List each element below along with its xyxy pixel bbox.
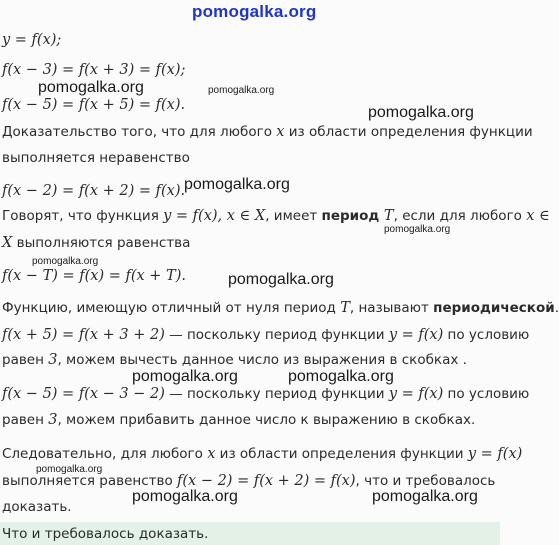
definition-math-X: X	[2, 235, 13, 251]
step-1-math: f(x + 5) = f(x + 3 + 2)	[2, 327, 165, 343]
periodic-text-a: Функцию, имеющую отличный от нуля период	[2, 300, 341, 316]
watermark-8: pomogalka.org	[132, 368, 238, 385]
step-2-text-d: , можем прибавить данное число к выражению в скобках.	[57, 412, 476, 428]
step-1-text-a: — поскольку период функции	[164, 327, 389, 343]
equation-period-5: f(x − 5) = f(x + 5) = f(x).	[2, 97, 186, 113]
definition-math-T: T	[379, 208, 394, 224]
watermark-10: pomogalka.org	[36, 464, 103, 475]
step-1-math-3: 3	[48, 352, 58, 368]
top-watermark: pomogalka.org	[192, 2, 317, 21]
watermark-5: pomogalka.org	[384, 224, 451, 235]
conclusion-text-d: , что и требовалось	[355, 473, 496, 489]
watermark-3: pomogalka.org	[368, 104, 474, 121]
definition-math-a: y = f(x), x ∈ X	[163, 208, 266, 224]
step-1-line-2	[2, 351, 467, 369]
step-2-text-a: — поскольку период функции	[164, 386, 389, 402]
definition-line-1	[2, 207, 550, 225]
conclusion-line-1	[2, 445, 522, 463]
conclusion-math-y: y = f(x)	[467, 446, 523, 462]
definition-math-x-in: x ∈	[526, 208, 550, 224]
definition-text-d: выполняются равенства	[12, 235, 191, 251]
step-1-line-1	[2, 326, 529, 344]
step-2-line-1	[2, 385, 529, 403]
watermark-12: pomogalka.org	[372, 488, 478, 505]
periodic-text-b: , называют	[349, 300, 434, 316]
step-2-text-b: по условию	[443, 386, 530, 402]
step-2-text-c: равен	[2, 412, 49, 428]
watermark-2: pomogalka.org	[208, 85, 275, 96]
periodic-term: периодической	[433, 300, 555, 316]
step-2-math-3: 3	[48, 412, 58, 428]
step-1-text-d: , можем вычесть данное число из выражения в скобках .	[57, 352, 467, 368]
periodic-math-T: T	[340, 300, 350, 316]
qed-text: Что и требовалось доказать.	[2, 526, 209, 542]
step-1-math-y: y = f(x)	[388, 327, 444, 343]
definition-term-period: период	[321, 208, 380, 224]
statement-text-b: из области определения функции	[284, 124, 533, 140]
step-2-math-y: y = f(x)	[388, 386, 444, 402]
watermark-9: pomogalka.org	[288, 368, 394, 385]
step-2-line-2	[2, 411, 475, 429]
statement-text-a: Доказательство того, что для любого	[2, 124, 277, 140]
conclusion-math-eq: f(x − 2) = f(x + 2) = f(x)	[177, 473, 356, 489]
conclusion-text-b: из области определения функции	[215, 446, 468, 462]
step-1-text-b: по условию	[443, 327, 530, 343]
conclusion-math-x: x	[207, 446, 216, 462]
periodic-definition	[2, 299, 559, 317]
equation-period-T: f(x − T) = f(x) = f(x + T).	[2, 268, 186, 284]
statement-line-1	[2, 123, 533, 141]
watermark-4: pomogalka.org	[184, 176, 290, 193]
watermark-11: pomogalka.org	[132, 488, 238, 505]
statement-line-2: выполняется неравенство	[2, 150, 190, 166]
qed-banner	[0, 522, 500, 545]
step-1-text-c: равен	[2, 352, 49, 368]
watermark-7: pomogalka.org	[228, 271, 334, 288]
conclusion-line-3: доказать.	[2, 499, 72, 515]
conclusion-text-c: выполняется равенство	[2, 473, 178, 489]
equation-period-3: f(x − 3) = f(x + 3) = f(x);	[2, 62, 186, 78]
periodic-text-c: .	[554, 300, 559, 316]
step-2-math: f(x − 5) = f(x − 3 − 2)	[2, 386, 165, 402]
definition-text-b: , имеет	[265, 208, 322, 224]
equation-y-fx: y = f(x);	[2, 32, 62, 48]
conclusion-text-a: Следовательно, для любого	[2, 446, 208, 462]
watermark-1: pomogalka.org	[38, 79, 144, 96]
definition-line-2	[2, 234, 190, 252]
var-x: x	[276, 124, 285, 140]
definition-text-a: Говорят, что функция	[2, 208, 164, 224]
equation-to-prove: f(x − 2) = f(x + 2) = f(x).	[2, 183, 186, 199]
definition-text-c: , если для любого	[393, 208, 527, 224]
watermark-6: pomogalka.org	[32, 256, 99, 267]
